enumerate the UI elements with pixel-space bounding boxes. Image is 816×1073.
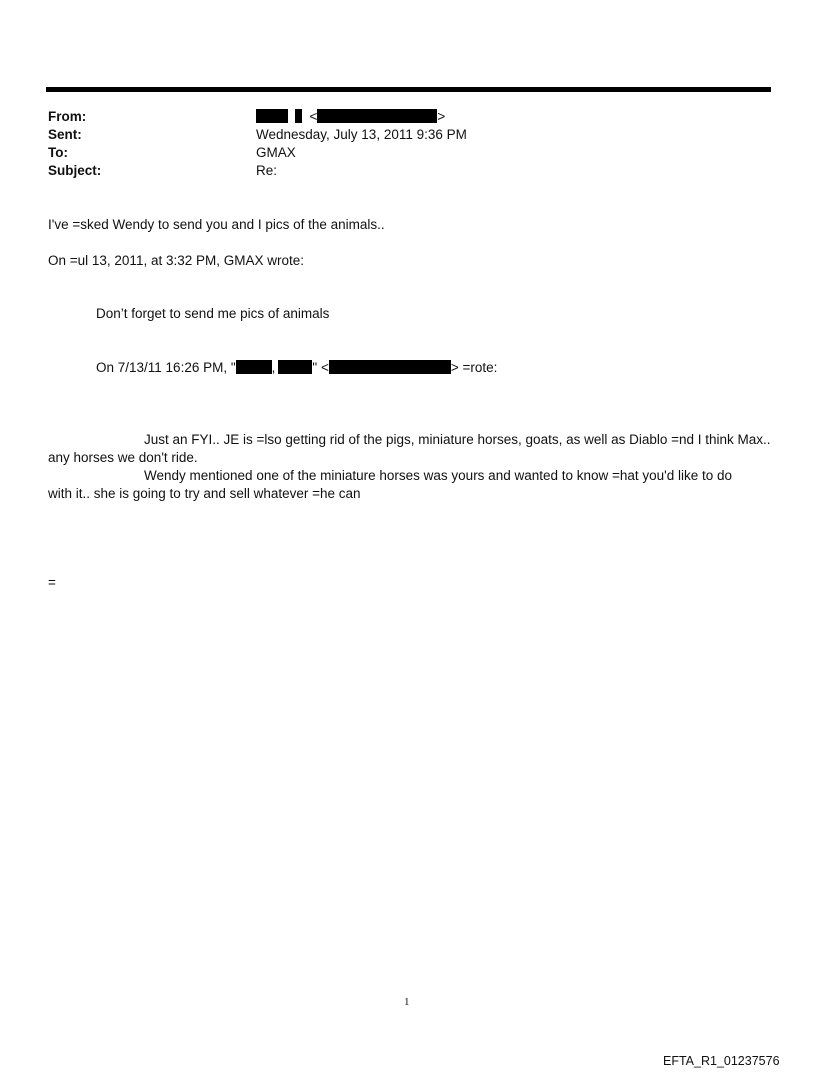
trailing-char: = (48, 575, 56, 590)
paragraph-line: Wendy mentioned one of the miniature horses was yours and wanted to know =hat you'd like to do (144, 468, 733, 483)
redaction-block (295, 109, 302, 123)
quoted-message: Don’t forget to send me pics of animals (96, 306, 330, 321)
document-id: EFTA_R1_01237576 (663, 1054, 780, 1068)
forwarded-paragraph-1 (48, 431, 773, 467)
reply-line: I've =sked Wendy to send you and I pics of the animals.. (48, 217, 385, 232)
from-gt: > (437, 109, 446, 124)
nested-intro-prefix: On 7/13/11 16:26 PM, " (96, 360, 236, 375)
page-number: 1 (404, 996, 410, 1008)
subject-label: Subject: (48, 163, 102, 178)
subject-value: Re: (256, 163, 278, 178)
forwarded-paragraph-2 (48, 467, 773, 503)
redaction-block (278, 360, 312, 374)
nested-quote-intro (96, 359, 497, 377)
paragraph-line: with it.. she is going to try and sell whatever =he can (48, 486, 361, 501)
paragraph-line: Just an FYI.. JE is =lso getting rid of the pigs, miniature horses, goats, as well as Diablo =nd I think Max.. (144, 432, 771, 447)
redaction-block (256, 109, 288, 123)
from-label: From: (48, 109, 87, 124)
header-rule (46, 87, 771, 92)
sent-value: Wednesday, July 13, 2011 9:36 PM (256, 127, 467, 142)
nested-intro-suffix: > =rote: (450, 360, 498, 375)
to-label: To: (48, 145, 68, 160)
sent-label: Sent: (48, 127, 82, 142)
from-lt: < (309, 109, 318, 124)
to-value: GMAX (256, 145, 296, 160)
nested-intro-comma: , (271, 360, 276, 375)
redaction-block (317, 109, 437, 123)
quote-intro: On =ul 13, 2011, at 3:32 PM, GMAX wrote: (48, 253, 305, 268)
redaction-block (236, 360, 272, 374)
from-value (256, 108, 445, 126)
paragraph-line: any horses we don't ride. (48, 450, 198, 465)
nested-intro-quote-lt: " < (312, 360, 329, 375)
redaction-block (329, 360, 451, 374)
